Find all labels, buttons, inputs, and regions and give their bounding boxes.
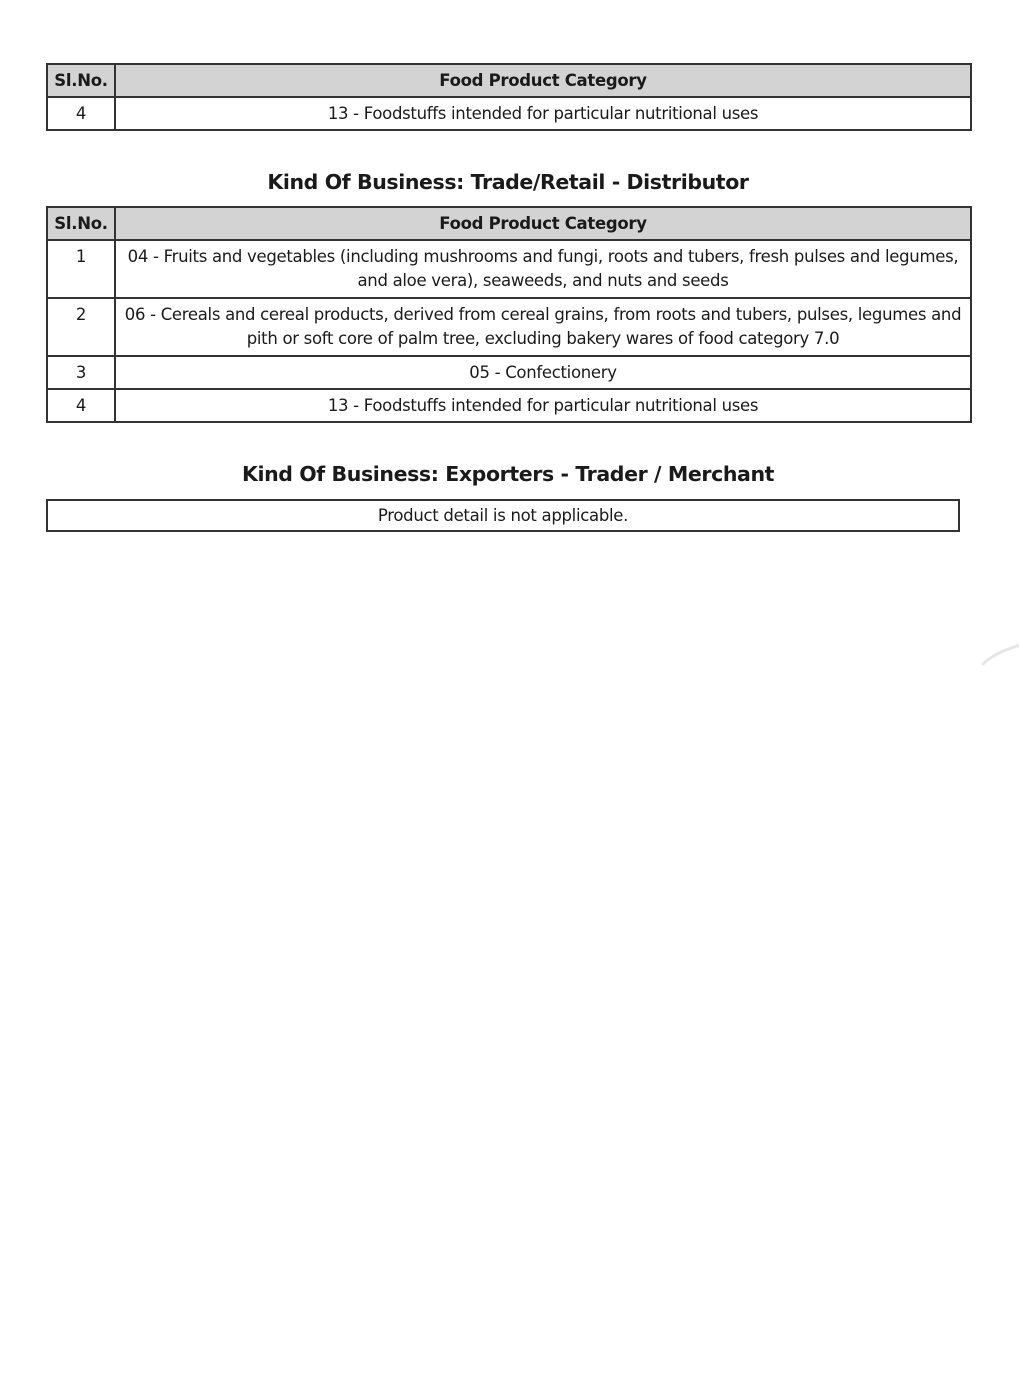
column-header-sl-no: Sl.No. xyxy=(47,64,115,97)
not-applicable-notice: Product detail is not applicable. xyxy=(46,499,960,532)
section-heading-exporters-trader-merchant: Kind Of Business: Exporters - Trader / Merchant xyxy=(241,462,775,486)
table-header-row xyxy=(47,64,971,97)
food-category-table-continued xyxy=(46,63,972,131)
category-cell: 13 - Foodstuffs intended for particular nutritional uses xyxy=(115,389,971,422)
section-heading-trade-retail-distributor: Kind Of Business: Trade/Retail - Distributor xyxy=(267,170,749,194)
sl-no-cell: 4 xyxy=(47,97,115,130)
page-curl-decoration xyxy=(975,630,1019,690)
category-cell: 13 - Foodstuffs intended for particular nutritional uses xyxy=(115,97,971,130)
column-header-food-product-category: Food Product Category xyxy=(115,64,971,97)
table-row xyxy=(47,356,971,389)
sl-no-cell: 1 xyxy=(47,240,115,298)
table-row xyxy=(47,240,971,298)
category-cell: 05 - Confectionery xyxy=(115,356,971,389)
table-row xyxy=(47,389,971,422)
sl-no-cell: 3 xyxy=(47,356,115,389)
table-header-row xyxy=(47,207,971,240)
category-cell: 06 - Cereals and cereal products, derived from cereal grains, from roots and tubers, pulses, legumes and pith or soft core of palm tree, excluding bakery wares of food category 7.0 xyxy=(115,298,971,356)
column-header-food-product-category: Food Product Category xyxy=(115,207,971,240)
category-cell: 04 - Fruits and vegetables (including mushrooms and fungi, roots and tubers, fresh pulses and legumes, and aloe vera), seaweeds, and nuts and seeds xyxy=(115,240,971,298)
food-category-table-distributor xyxy=(46,206,972,423)
table-row xyxy=(47,298,971,356)
table-row xyxy=(47,97,971,130)
sl-no-cell: 2 xyxy=(47,298,115,356)
sl-no-cell: 4 xyxy=(47,389,115,422)
column-header-sl-no: Sl.No. xyxy=(47,207,115,240)
